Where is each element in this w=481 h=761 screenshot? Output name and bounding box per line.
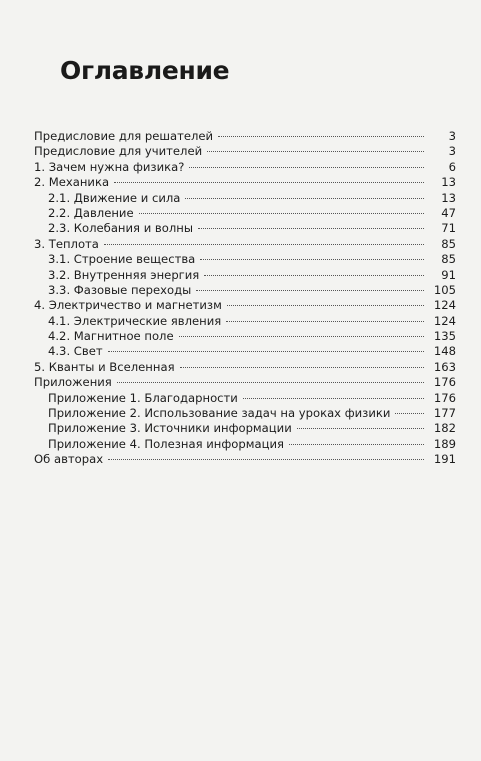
toc-entry <box>34 406 456 421</box>
toc-entry <box>34 329 456 344</box>
toc-entry <box>34 283 456 298</box>
toc-entry <box>34 391 456 406</box>
dot-leader <box>108 351 424 352</box>
toc-entry-label: 2.1. Движение и сила <box>48 190 181 205</box>
dot-leader <box>180 367 424 368</box>
toc-entry-page-number: 148 <box>433 344 456 359</box>
dot-leader <box>198 228 424 229</box>
toc-entry <box>34 437 456 452</box>
toc-entry-label: 5. Кванты и Вселенная <box>34 359 175 374</box>
toc-entry <box>34 252 456 267</box>
toc-entry-label: 4.3. Свет <box>48 344 103 359</box>
dot-leader <box>227 305 424 306</box>
toc-entry-label: Приложение 4. Полезная информация <box>48 436 284 451</box>
toc-entry-label: 3.3. Фазовые переходы <box>48 282 192 297</box>
toc-entry <box>34 344 456 359</box>
dot-leader <box>196 290 424 291</box>
toc-entry-page-number: 135 <box>433 329 456 344</box>
dot-leader <box>200 259 424 260</box>
dot-leader <box>179 336 424 337</box>
toc-entry-label: Предисловие для учителей <box>34 144 203 159</box>
toc-entry-page-number: 13 <box>441 190 456 205</box>
dot-leader <box>114 182 424 183</box>
toc-entry-page-number: 47 <box>441 205 456 220</box>
toc-entry-label: Приложения <box>34 375 112 390</box>
dot-leader <box>289 444 424 445</box>
toc-entry-label: 3.1. Строение вещества <box>48 252 196 267</box>
dot-leader <box>207 151 424 152</box>
toc-entry-page-number: 182 <box>433 421 456 436</box>
toc-entry-label: Приложение 2. Использование задач на уроках физики <box>48 406 391 421</box>
toc-entry-page-number: 163 <box>433 359 456 374</box>
toc-entry-page-number: 191 <box>433 452 456 467</box>
page-title: Оглавление <box>60 56 230 85</box>
toc-entry-page-number: 91 <box>441 267 456 282</box>
toc-entry-label: Приложение 3. Источники информации <box>48 421 292 436</box>
toc-entry-page-number: 176 <box>433 375 456 390</box>
toc-entry-label: 2. Механика <box>34 175 110 190</box>
toc-entry <box>34 175 456 190</box>
toc-entry-page-number: 105 <box>433 282 456 297</box>
toc-entry-label: Предисловие для решателей <box>34 129 214 143</box>
toc-entry-page-number: 6 <box>448 159 456 174</box>
toc-entry-label: 4.2. Магнитное поле <box>48 329 174 344</box>
toc-entry <box>34 129 456 144</box>
toc-entry-page-number: 71 <box>441 221 456 236</box>
toc-entry-page-number: 177 <box>433 406 456 421</box>
dot-leader <box>189 167 424 168</box>
toc-entry-page-number: 85 <box>441 236 456 251</box>
toc-entry <box>34 375 456 390</box>
toc-entry <box>34 221 456 236</box>
dot-leader <box>185 198 424 199</box>
toc-entry-page-number: 3 <box>448 144 456 159</box>
toc-entry-label: 3. Теплота <box>34 236 99 251</box>
toc-entry-page-number: 3 <box>448 129 456 143</box>
toc-entry-label: Приложение 1. Благодарности <box>48 390 238 405</box>
dot-leader <box>243 398 424 399</box>
dot-leader <box>204 275 424 276</box>
toc-entry-page-number: 124 <box>433 298 456 313</box>
toc-entry <box>34 360 456 375</box>
toc-entry-label: 1. Зачем нужна физика? <box>34 159 185 174</box>
dot-leader <box>226 321 424 322</box>
toc-entry <box>34 144 456 159</box>
dot-leader <box>108 459 424 460</box>
toc-entry <box>34 160 456 175</box>
toc-entry-label: 4.1. Электрические явления <box>48 313 222 328</box>
toc-entry <box>34 206 456 221</box>
toc-entry <box>34 452 456 467</box>
dot-leader <box>218 136 424 137</box>
toc-entry-label: 2.2. Давление <box>48 205 134 220</box>
dot-leader <box>139 213 424 214</box>
toc-entry-label: 2.3. Колебания и волны <box>48 221 193 236</box>
toc-entry <box>34 298 456 313</box>
toc-entry <box>34 237 456 252</box>
toc-entry <box>34 421 456 436</box>
toc-entry-page-number: 124 <box>433 313 456 328</box>
table-of-contents <box>34 129 456 468</box>
toc-entry-page-number: 13 <box>441 175 456 190</box>
toc-entry-page-number: 85 <box>441 252 456 267</box>
dot-leader <box>117 382 424 383</box>
toc-entry <box>34 314 456 329</box>
toc-entry <box>34 268 456 283</box>
toc-entry-page-number: 189 <box>433 436 456 451</box>
toc-entry-page-number: 176 <box>433 390 456 405</box>
toc-entry-label: 4. Электричество и магнетизм <box>34 298 222 313</box>
dot-leader <box>395 413 424 414</box>
dot-leader <box>104 244 424 245</box>
dot-leader <box>297 428 424 429</box>
toc-entry-label: 3.2. Внутренняя энергия <box>48 267 200 282</box>
toc-entry-label: Об авторах <box>34 452 104 467</box>
toc-entry <box>34 191 456 206</box>
